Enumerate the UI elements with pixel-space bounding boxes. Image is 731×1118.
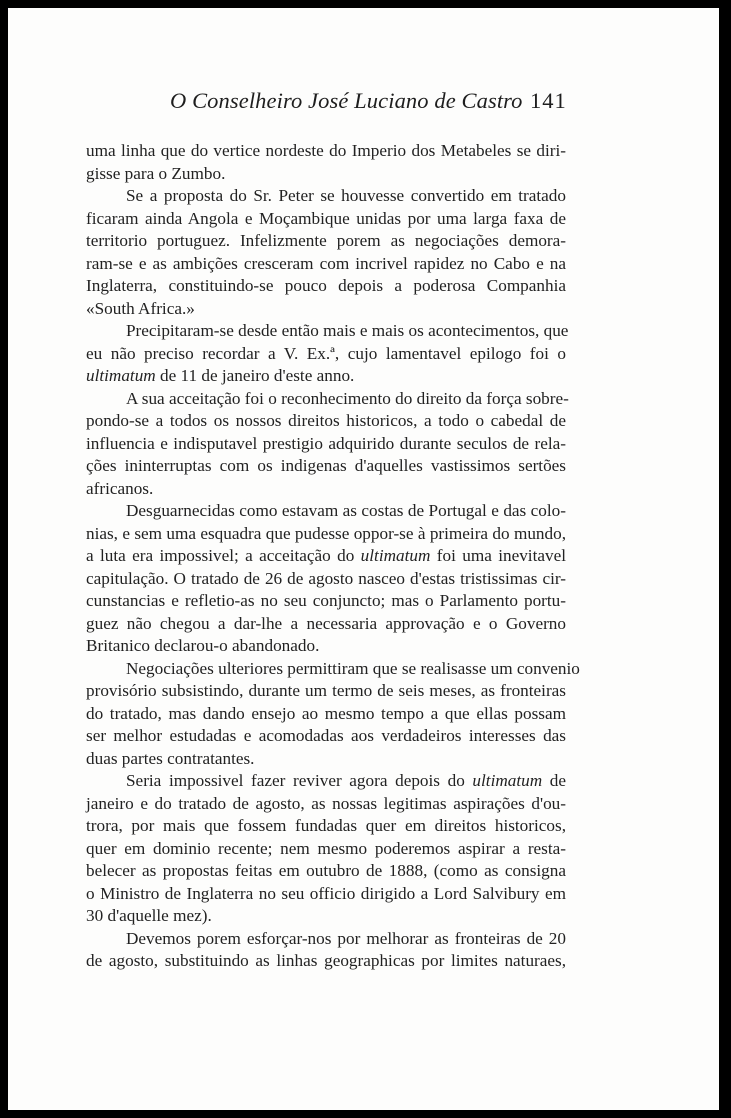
text-run: eu não preciso recordar a V. Ex.ª, cujo lamentavel epilogo foi o: [86, 343, 566, 363]
text-run: uma linha que do vertice nordeste do Imperio dos Metabeles se diri-: [86, 141, 566, 160]
text-line: [86, 860, 566, 883]
text-run: influencia e indisputavel prestigio adquirido durante seculos de rela-: [86, 433, 566, 453]
text-run: de agosto, substituindo as linhas geographicas por limites naturaes,: [86, 951, 566, 970]
text-line: [86, 433, 566, 456]
text-run: gisse para o Zumbo.: [86, 163, 226, 183]
text-line: [86, 568, 566, 591]
text-line: [86, 545, 566, 568]
italic-term: ultimatum: [360, 546, 431, 565]
text-run: Desguarnecidas como estavam as costas de Portugal e das colo-: [126, 501, 566, 520]
text-line: [86, 905, 566, 928]
text-line: [86, 793, 566, 816]
text-run: cunstancias e refletio-as no seu conjuncto; mas o Parlamento portu-: [86, 591, 566, 610]
text-line: [86, 365, 566, 388]
page-number: 141: [530, 88, 567, 113]
text-line: [86, 478, 566, 501]
text-line: [86, 298, 566, 321]
text-run: trora, por mais que fossem fundadas quer em direitos historicos,: [86, 816, 566, 835]
text-run: de 11 de janeiro d'este anno.: [155, 366, 355, 385]
italic-term: ultimatum: [472, 771, 543, 790]
text-line: [86, 680, 566, 703]
text-run: ser melhor estudadas e acomodadas aos verdadeiros interesses das: [86, 726, 566, 745]
text-run: o Ministro de Inglaterra no seu officio dirigido a Lord Salvibury em: [86, 883, 566, 903]
text-run: territorio portuguez. Infelizmente porem as negociações demora-: [86, 231, 566, 250]
text-line: [86, 725, 566, 748]
text-run: africanos.: [86, 478, 154, 498]
text-line: [86, 163, 566, 186]
text-run: 30 d'aquelle mez).: [86, 906, 212, 925]
running-head: [8, 88, 719, 120]
text-line: [86, 950, 566, 973]
text-line: [86, 410, 566, 433]
text-run: foi uma inevitavel: [430, 546, 566, 565]
text-line: [86, 883, 566, 906]
text-line: [86, 703, 566, 726]
text-line: [86, 320, 569, 343]
text-run: Devemos porem esforçar-nos por melhorar as fronteiras de 20: [126, 928, 566, 948]
text-line: [86, 253, 566, 276]
text-run: quer em dominio recente; nem mesmo poderemos aspirar a resta-: [86, 838, 566, 858]
text-line: [86, 635, 566, 658]
text-run: ram-se e as ambições cresceram com incrivel rapidez no Cabo e na: [86, 253, 566, 273]
text-line: [86, 275, 566, 298]
text-run: belecer as propostas feitas em outubro de 1888, (como as consigna: [86, 861, 566, 880]
text-run: Precipitaram-se desde então mais e mais os acontecimentos, que: [126, 321, 569, 340]
text-run: de: [542, 771, 566, 790]
italic-term: ultimatum: [86, 366, 156, 385]
text-line: [86, 523, 566, 546]
text-run: janeiro e do tratado de agosto, as nossas legitimas aspirações d'ou-: [86, 793, 566, 813]
text-line: [86, 838, 566, 861]
text-line: [86, 815, 566, 838]
text-line: [86, 928, 566, 951]
text-run: capitulação. O tratado de 26 de agosto nasceo d'estas tristissimas cir-: [86, 568, 566, 588]
text-run: do tratado, mas dando ensejo ao mesmo tempo a que ellas possam: [86, 703, 566, 723]
text-line: [86, 208, 566, 231]
text-line: [86, 343, 566, 366]
text-line: [86, 140, 566, 163]
text-line: [86, 613, 566, 636]
text-line: [86, 658, 580, 681]
text-run: Se a proposta do Sr. Peter se houvesse convertido em tratado: [126, 186, 566, 205]
body-text: [86, 140, 580, 973]
text-line: [86, 590, 566, 613]
text-line: [86, 770, 566, 793]
text-run: pondo-se a todos os nossos direitos historicos, a todo o cabedal de: [86, 411, 566, 430]
text-run: ções ininterruptas com os indigenas d'aquelles vastissimos sertões: [86, 456, 566, 475]
text-run: Britanico declarou-o abandonado.: [86, 636, 320, 655]
text-run: ficaram ainda Angola e Moçambique unidas por uma larga faxa de: [86, 208, 566, 228]
text-run: provisório subsistindo, durante um termo de seis meses, as fronteiras: [86, 681, 566, 700]
running-title: O Conselheiro José Luciano de Castro: [170, 88, 523, 113]
text-run: A sua acceitação foi o reconhecimento do direito da força sobre-: [126, 388, 569, 408]
text-line: [86, 388, 569, 411]
text-run: Seria impossivel fazer reviver agora depois do: [126, 771, 473, 790]
text-run: Negociações ulteriores permittiram que se realisasse um convenio: [126, 658, 580, 678]
text-line: [86, 455, 566, 478]
text-line: [86, 185, 566, 208]
text-line: [86, 748, 566, 771]
text-run: nias, e sem uma esquadra que pudesse oppor-se à primeira do mundo,: [86, 523, 566, 543]
text-run: duas partes contratantes.: [86, 748, 255, 768]
text-line: [86, 500, 566, 523]
text-run: a luta era impossivel; a acceitação do: [86, 546, 361, 565]
text-run: guez não chegou a dar-lhe a necessaria approvação e o Governo: [86, 613, 566, 633]
text-line: [86, 230, 566, 253]
text-run: «South Africa.»: [86, 298, 195, 318]
text-run: Inglaterra, constituindo-se pouco depois a poderosa Companhia: [86, 276, 566, 295]
